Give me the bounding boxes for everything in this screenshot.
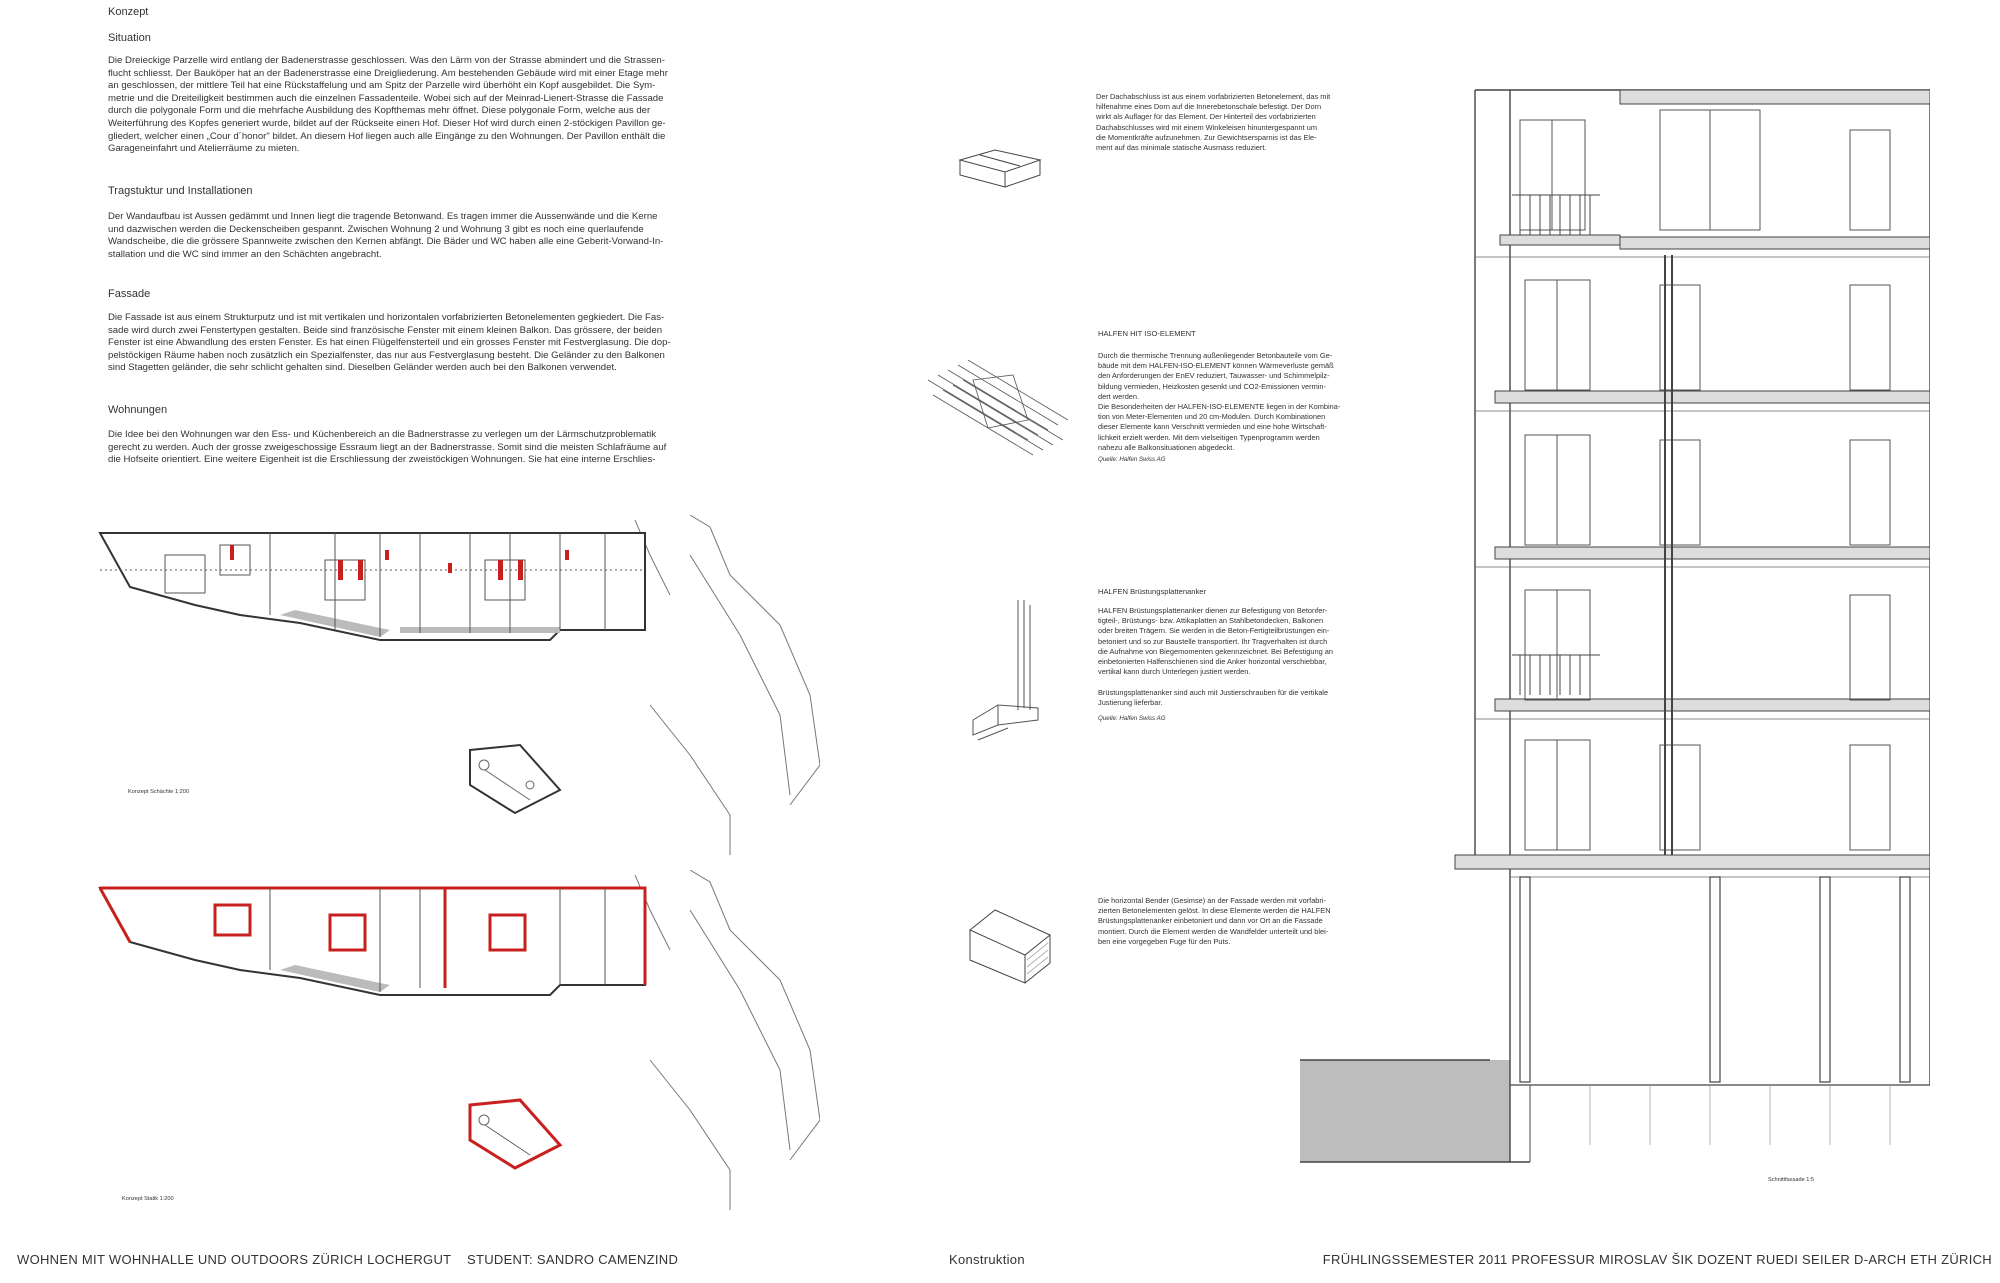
- concept-title: Konzept: [108, 6, 149, 18]
- note-roof: Der Dachabschluss ist aus einem vorfabrizierten Betonelement, das mit hilfenahme eines Dorn auf die Innerebetonschale befestigt. Der Dorn wirkt als Auflager für das Element. Der Hinterteil des vorfabrizierten Dachabschlusses wird mit einem Winkeleisen hinuntergespannt um die Momentkräfte aufzunehmen. Zur Gewichtsersparnis ist das Ele- ment auf das minimale statische Ausmass reduziert.: [1096, 92, 1331, 153]
- roof-element-sketch: [955, 140, 1045, 190]
- footer-project: WOHNEN MIT WOHNHALLE UND OUTDOORS ZÜRICH LOCHERGUT: [17, 1252, 452, 1267]
- text-situation: Die Dreieckige Parzelle wird entlang der Badenerstrasse geschlossen. Was den Lärm von der Strasse abmindert und die Strassen- flucht schliesst. Der Bauköper hat an der Badenerstrasse eine Dreigliederung. Am bestehenden Gebäude wird mit einer Etage mehr an geschlossen, der mittlere Teil hat eine Rückstaffelung und am Spitz der Parzelle wird überhöht ein Kopf ausgebildet. Die Sym- metrie und die Dreiteiligkeit bestimmen auch die einzelnen Fassadenteile. Wobei sich auf der Meinrad-Lienert-Strasse die Fassade durch die polygonale Form und die mehrfache Ausbildung des Kopfthemas mehr öffnet. Diese polygonale Form, welche aus der Weiterführung des Kopfes generiert wurde, bildet auf der Rückseite einen Hof. Dieser Hof wird durch einen 2-stöckigen Pavillon ge- gliedert, welcher einen „Cour d´honor" bildet. An diesem Hof liegen auch alle Eingänge zu den Wohnungen. Der Pavillon enthält die Garageneinfahrt und Atelierräume zu mieten.: [108, 55, 668, 155]
- facade-section-drawing: [1290, 85, 1930, 1170]
- note-iso: Durch die thermische Trennung außenliegender Betonbauteile vom Ge- bäude mit dem HALFEN-ISO-ELEMENT können Wärmeverluste gemäß den Anforderungen der EnEV reduziert, Tauwasser- und Schimmelpilz- bildung vermieden, Heizkosten gesenkt und CO2-Emissionen vermin- dert werden. Die Besonderheiten der HALFEN-ISO-ELEMENTE liegen in der Kombina- tion von Meter-Elementen und 20 cm-Modulen. Durch Kombinationen dieser Elemente kann Verschnitt vermieden und eine hohe Wirtschaft- lichkeit erzielt werden. Mit dem vielseitigen Typenprogramm werden nahezu alle Balkonsituationen abgedeckt.: [1098, 351, 1341, 452]
- heading-wohnungen: Wohnungen: [108, 404, 168, 416]
- floor-plan-statics: [90, 870, 820, 1210]
- note-iso-title: HALFEN HIT ISO-ELEMENT: [1098, 329, 1196, 338]
- text-tragstruktur: Der Wandaufbau ist Aussen gedämmt und Innen liegt die tragende Betonwand. Es tragen immer die Aussenwände und die Kerne und dazwischen werden die Deckenscheiben gespannt. Zwischen Wohnung 2 und Wohnung 3 gibt es noch eine querlaufende Wandscheibe, die die grössere Spannweite zwischen den Kernen abfängt. Die Bäder und WC haben alle eine Geberit-Vorwand-In- stallation und die WC sind immer an den Schächten angebracht.: [108, 211, 664, 260]
- plan-caption-1: Konzept Schächte 1:200: [128, 789, 189, 795]
- cornice-element-sketch: [965, 905, 1055, 985]
- heading-tragstruktur: Tragstuktur und Installationen: [108, 185, 253, 197]
- footer-course: FRÜHLINGSSEMESTER 2011 PROFESSUR MIROSLAV ŠIK DOZENT RUEDI SEILER D-ARCH ETH ZÜRICH: [1322, 1252, 1992, 1267]
- plan-caption-2: Konzept Statik 1:200: [122, 1196, 174, 1202]
- note-anchor: HALFEN Brüstungsplattenanker dienen zur Befestigung von Betonfer- tigteil-, Brüstungs- bzw. Attikaplatten an Stahlbetondecken, Balkonen oder breiten Trägern. Sie werden in die Beton-Fertigteilbrüstungen ein- betoniert und so zur Baustelle transportiert. Ihr Tragverhalten ist durch die Aufnahme von Biegemomenten gekennzeichnet. Bei Befestigung an einbetonierten Halfenschienen sind die Anker horizontal verschiebbar, vertikal kann durch Unterlegen justiert werden. Brüstungsplattenanker sind auch mit Justierschrauben für die vertikale Justierung lieferbar.: [1098, 606, 1334, 707]
- note-anchor-title: HALFEN Brüstungsplattenanker: [1098, 587, 1207, 596]
- footer-section-title: Konstruktion: [949, 1252, 1025, 1267]
- heading-situation: Situation: [108, 32, 151, 44]
- anchor-sketch: [968, 600, 1048, 750]
- section-caption: Schnittfassade 1:5: [1768, 1177, 1815, 1183]
- heading-fassade: Fassade: [108, 288, 151, 300]
- note-iso-source: Quelle: Halfen Swiss AG: [1098, 456, 1166, 463]
- footer-student: STUDENT: SANDRO CAMENZIND: [467, 1252, 679, 1267]
- text-wohnungen: Die Idee bei den Wohnungen war den Ess- und Küchenbereich an die Badnerstrasse zu verlegen um der Lärmschutzproblematik gerecht zu werden. Auch der grosse zweigeschossige Essraum liegt an der Badnerstrasse. Somit sind die meisten Schlafräume auf die Hofseite orientiert. Eine weitere Eigenheit ist die Erschliessung der zweistöckigen Wohnungen. Sie hat eine interne Erschlies-: [108, 429, 667, 466]
- note-anchor-source: Quelle: Halfen Swiss AG: [1098, 715, 1166, 722]
- text-fassade: Die Fassade ist aus einem Strukturputz und ist mit vertikalen und horizontalen vorfabrizierten Betonelementen gegkiedert. Die Fas- sade wird durch zwei Fenstertypen gestalten. Beide sind französische Fenster mit einem kleinen Balkon. Das grössere, der beiden Fenster ist eine Abwandlung des ersten Fenster. Es hat einen Flügelfensterteil und ein grosses Fenster mit Festverglasung. Die dop- pelstöckigen Räume haben noch zusätzlich ein Spezialfenster, das nur aus Festverglasung besteht. Die Geländer zu den Balkonen sind Stagetten geländer, die sehr schlicht gehalten sind. Dieselben Geländer werden auch bei den Balkonen verwendet.: [108, 312, 671, 374]
- iso-element-sketch: [928, 360, 1073, 460]
- floor-plan-shafts: [90, 515, 820, 860]
- note-cornice: Die horizontal Bender (Gesimse) an der Fassade werden mit vorfabri- zierten Betonelementen gelöst. In diese Elemente werden die HALFEN Brüstungsplattenanker einbetoniert und dann vor Ort an die Fassade montiert. Durch die Element werden die Wandfelder unterteilt und blei- ben eine vorgegeben Fuge für den Puts.: [1098, 896, 1331, 946]
